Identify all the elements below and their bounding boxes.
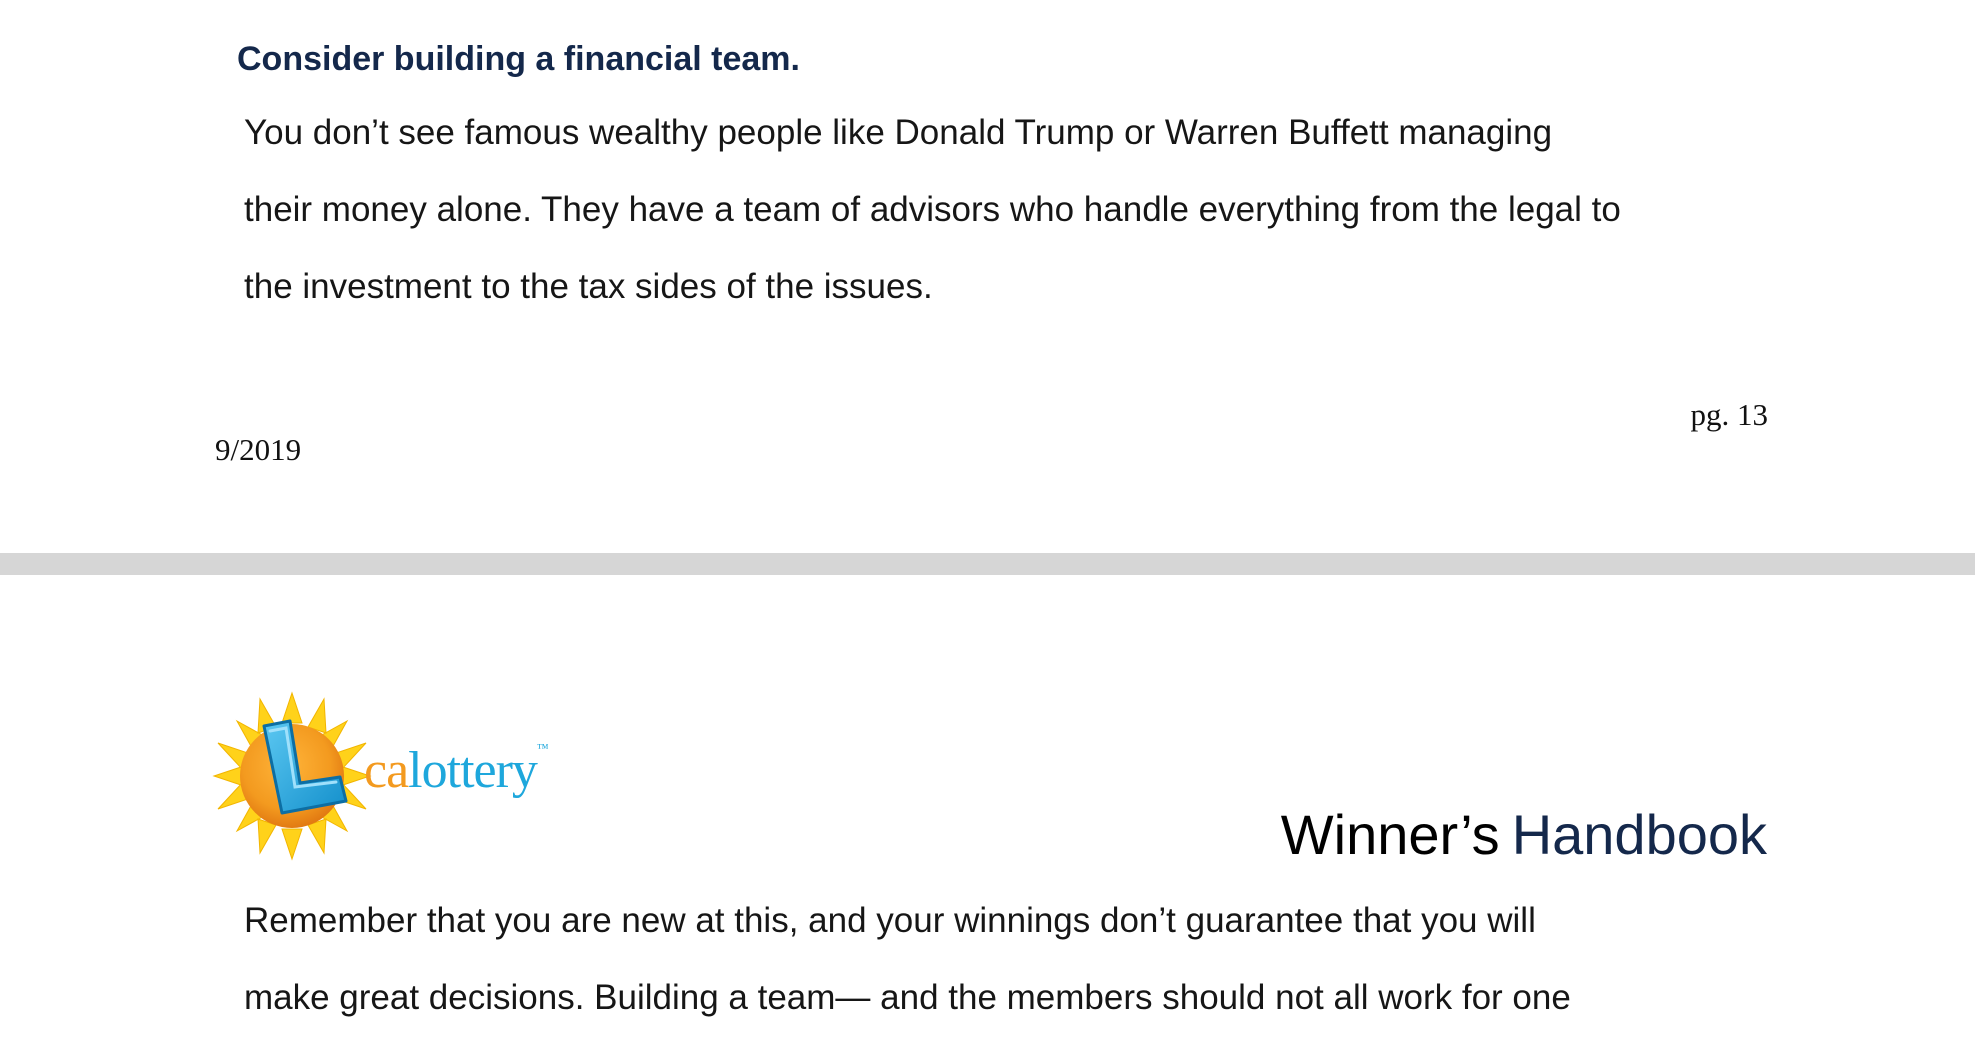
document-page-bottom: [0, 575, 1975, 1050]
page-separator: [0, 553, 1975, 575]
body-paragraph: [244, 94, 1784, 325]
logo-text-lottery: lottery: [408, 742, 537, 799]
paragraph-line: their money alone. They have a team of advisors who handle everything from the legal to: [244, 190, 1621, 229]
paragraph-line: make great decisions. Building a team— and the members should not all work for one: [244, 978, 1571, 1017]
paragraph-line: Remember that you are new at this, and your winnings don’t guarantee that you will: [244, 901, 1536, 940]
logo-text-ca: ca: [364, 742, 409, 799]
title-part-handbook: Handbook: [1511, 803, 1767, 866]
handbook-title: [1281, 802, 1767, 867]
page-number: pg. 13: [1690, 397, 1768, 432]
sun-l-logo-icon: [212, 691, 372, 861]
trademark-symbol: ™: [536, 741, 548, 755]
paragraph-line: the investment to the tax sides of the issues.: [244, 267, 933, 306]
paragraph-line: You don’t see famous wealthy people like Donald Trump or Warren Buffett managing: [244, 113, 1553, 152]
body-paragraph: [244, 882, 1784, 1036]
calottery-logo: [212, 691, 592, 861]
section-heading: Consider building a financial team.: [237, 40, 800, 78]
logo-wordmark: [364, 741, 548, 800]
title-part-winners: Winner’s: [1280, 803, 1500, 866]
footer-date: 9/2019: [215, 432, 302, 467]
